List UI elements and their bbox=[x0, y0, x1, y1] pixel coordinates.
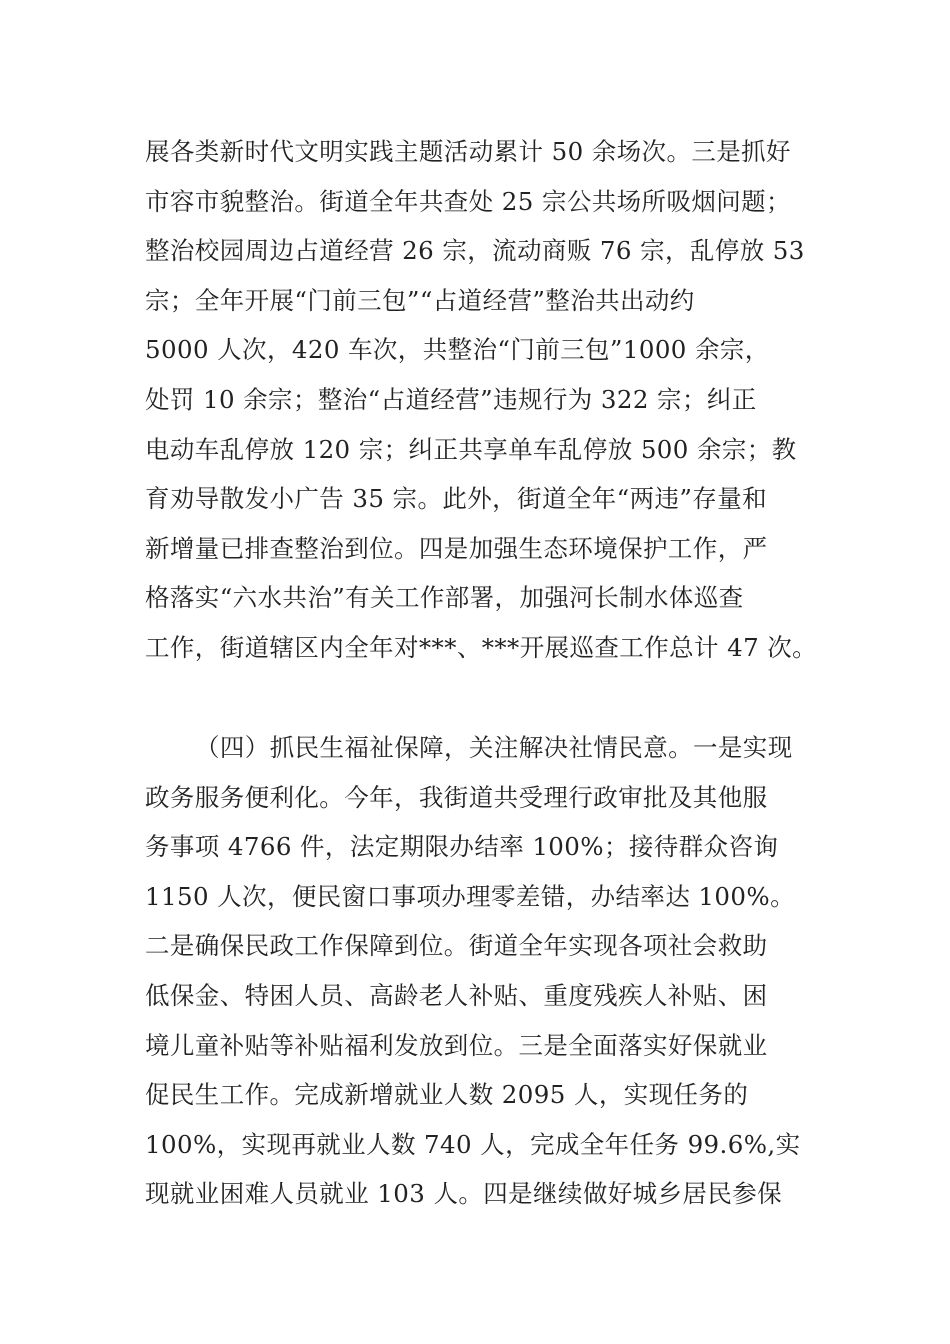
text-line: 务事项 4766 件，法定期限办结率 100%；接待群众咨询 bbox=[145, 832, 779, 862]
text-line: 100%，实现再就业人数 740 人，完成全年任务 99.6%,实 bbox=[145, 1129, 801, 1159]
text-line: 1150 人次，便民窗口事项办理零差错，办结率达 100%。 bbox=[145, 881, 795, 911]
text-line: 市容市貌整治。街道全年共查处 25 宗公共场所吸烟问题； bbox=[145, 186, 791, 216]
text-line: 境儿童补贴等补贴福利发放到位。三是全面落实好保就业 bbox=[145, 1030, 768, 1060]
text-line: 格落实“六水共治”有关工作部署，加强河长制水体巡查 bbox=[145, 583, 744, 613]
text-line: 现就业困难人员就业 103 人。四是继续做好城乡居民参保 bbox=[145, 1179, 783, 1209]
paragraph-civilization-and-city-appearance bbox=[145, 130, 818, 676]
text-line: 政务服务便利化。今年，我街道共受理行政审批及其他服 bbox=[145, 782, 768, 812]
text-line: 展各类新时代文明实践主题活动累计 50 余场次。三是抓好 bbox=[145, 137, 791, 166]
section-heading-line: （四）抓民生福祉保障，关注解决社情民意。一是实现 bbox=[195, 733, 793, 762]
text-line: 5000 人次，420 车次，共整治“门前三包”1000 余宗， bbox=[145, 335, 770, 365]
text-line: 处罚 10 余宗；整治“占道经营”违规行为 322 宗；纠正 bbox=[145, 384, 757, 414]
paragraph-livelihood-welfare bbox=[145, 726, 815, 1222]
text-line: 电动车乱停放 120 宗；纠正共享单车乱停放 500 余宗；教 bbox=[145, 434, 797, 464]
text-line: 促民生工作。完成新增就业人数 2095 人，实现任务的 bbox=[145, 1080, 749, 1110]
text-line: 宗；全年开展“门前三包”“占道经营”整治共出动约 bbox=[145, 285, 695, 315]
text-line: 二是确保民政工作保障到位。街道全年实现各项社会救助 bbox=[145, 931, 768, 961]
text-line: 育劝导散发小广告 35 宗。此外，街道全年“两违”存量和 bbox=[145, 484, 767, 514]
text-line: 工作，街道辖区内全年对***、***开展巡查工作总计 47 次。 bbox=[145, 632, 818, 662]
text-line: 整治校园周边占道经营 26 宗，流动商贩 76 宗，乱停放 53 bbox=[145, 236, 805, 266]
text-line: 低保金、特困人员、高龄老人补贴、重度残疾人补贴、困 bbox=[145, 980, 768, 1010]
text-line: 新增量已排查整治到位。四是加强生态环境保护工作，严 bbox=[145, 533, 768, 563]
